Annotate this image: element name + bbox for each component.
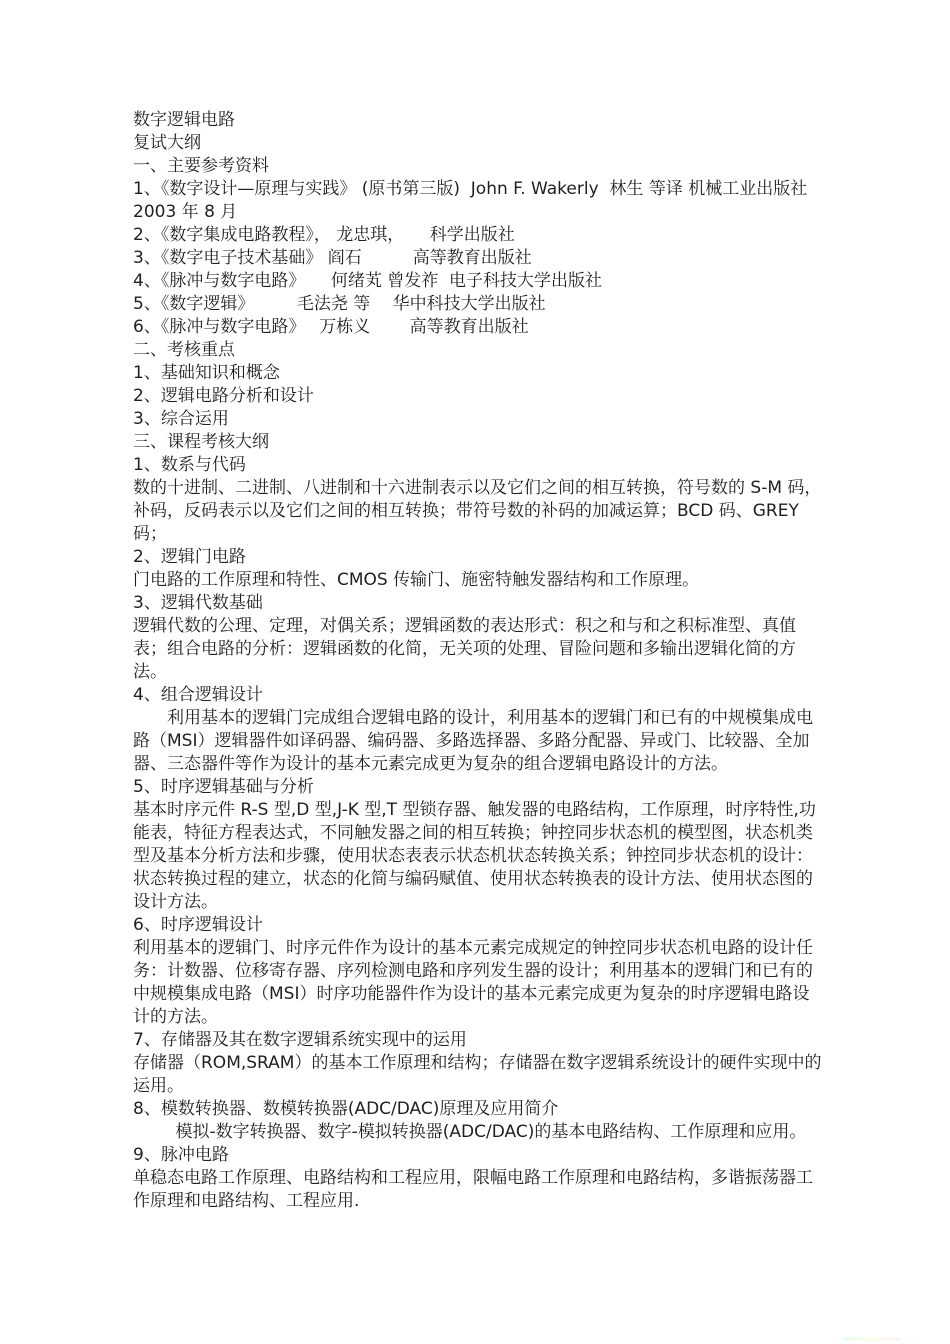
text-line: 利用基本的逻辑门完成组合逻辑电路的设计，利用基本的逻辑门和已有的中规模集成电路（MSI）逻辑器件如译码器、编码器、多路选择器、多路分配器、异或门、比较器、全加器、三态器件等作为设计的基本元素完成更为复杂的组合逻辑电路设计的方法。 [133,708,813,774]
text-line: 3、逻辑代数基础 [133,593,263,613]
text-line: 3、《数字电子技术基础》 阎石 高等教育出版社 [133,248,532,268]
text-line: 3、综合运用 [133,409,229,429]
text-line: 8、模数转换器、数模转换器(ADC/DAC)原理及应用简介 [133,1099,559,1119]
text-line: 单稳态电路工作原理、电路结构和工程应用，限幅电路工作原理和电路结构，多谐振荡器工作原理和电路结构、工程应用. [133,1168,813,1211]
document-body [133,109,825,1213]
text-line: 5、时序逻辑基础与分析 [133,777,314,797]
text-line: 基本时序元件 R-S 型,D 型,J-K 型,T 型锁存器、触发器的电路结构，工作原理，时序特性,功能表，特征方程表达式，不同触发器之间的相互转换；钟控同步状态机的模型图，状态机类型及基本分析方法和步骤，使用状态表表示状态机状态转换关系；钟控同步状态机的设计：状态转换过程的建立，状态的化简与编码赋值、使用状态转换表的设计方法、使用状态图的设计方法。 [133,800,816,912]
text-line: 2、《数字集成电路教程》， 龙忠琪， 科学出版社 [133,225,515,245]
text-line: 模拟-数字转换器、数字-模拟转换器(ADC/DAC)的基本电路结构、工作原理和应用。 [175,1122,807,1142]
text-line: 数的十进制、二进制、八进制和十六进制表示以及它们之间的相互转换，符号数的 S-M 码，补码，反码表示以及它们之间的相互转换；带符号数的补码的加减运算；BCD 码、GREY 码； [133,478,822,544]
text-line: 1、《数字设计—原理与实践》 (原书第三版) John F. Wakerly 林生 等译 机械工业出版社 2003 年 8 月 [133,179,813,222]
text-line: 一、主要参考资料 [133,156,269,176]
text-line: 门电路的工作原理和特性、CMOS 传输门、施密特触发器结构和工作原理。 [133,570,700,590]
text-line: 1、数系与代码 [133,455,246,475]
text-line: 4、组合逻辑设计 [133,685,263,705]
text-line: 5、《数字逻辑》 毛法尧 等 华中科技大学出版社 [133,294,546,314]
text-line: 2、逻辑门电路 [133,547,246,567]
text-line: 数字逻辑电路 [133,110,235,130]
text-line: 利用基本的逻辑门、时序元件作为设计的基本元素完成规定的钟控同步状态机电路的设计任务：计数器、位移寄存器、序列检测电路和序列发生器的设计；利用基本的逻辑门和已有的中规模集成电路（MSI）时序功能器件作为设计的基本元素完成更为复杂的时序逻辑电路设计的方法。 [133,938,813,1027]
text-line: 二、考核重点 [133,340,235,360]
text-line: 7、存储器及其在数字逻辑系统实现中的运用 [133,1030,467,1050]
text-line: 9、脉冲电路 [133,1145,229,1165]
text-line: 1、基础知识和概念 [133,363,280,383]
text-line: 复试大纲 [133,133,201,153]
text-line: 三、课程考核大纲 [133,432,269,452]
text-line: 4、《脉冲与数字电路》 何绪芄 曾发祚 电子科技大学出版社 [133,271,603,291]
faint-watermark [843,1337,901,1341]
text-line: 6、《脉冲与数字电路》 万栋义 高等教育出版社 [133,317,529,337]
text-line: 6、时序逻辑设计 [133,915,263,935]
text-line: 存储器（ROM,SRAM）的基本工作原理和结构；存储器在数字逻辑系统设计的硬件实现中的运用。 [133,1053,822,1096]
text-line: 逻辑代数的公理、定理，对偶关系；逻辑函数的表达形式：积之和与和之积标准型、真值表；组合电路的分析：逻辑函数的化简，无关项的处理、冒险问题和多输出逻辑化简的方法。 [133,616,796,682]
text-line: 2、逻辑电路分析和设计 [133,386,314,406]
